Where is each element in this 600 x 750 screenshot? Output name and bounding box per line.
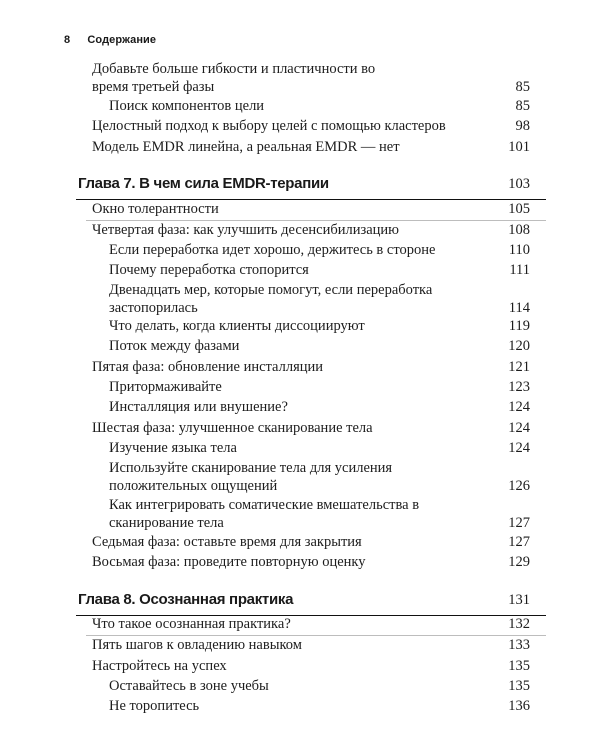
toc-entry-page: 120 — [508, 338, 530, 354]
toc-entry — [109, 317, 530, 335]
toc-entry — [92, 221, 530, 239]
toc-entry-title: Добавьте больше гибкости и пластичности во время третьей фазы — [92, 61, 376, 95]
toc-entry — [109, 439, 530, 457]
toc-entry-page: 98 — [515, 118, 530, 134]
chapter-page: 103 — [508, 176, 530, 192]
toc-entry-page: 127 — [508, 534, 530, 550]
toc-entry — [109, 697, 530, 715]
toc-entry — [92, 657, 530, 675]
toc-entry-page: 108 — [508, 222, 530, 238]
toc-entry-title: Седьмая фаза: оставьте время для закрытия — [92, 534, 362, 550]
toc-entry — [92, 636, 530, 654]
toc-entry-page: 85 — [515, 79, 530, 95]
toc-entry-page: 127 — [508, 515, 530, 531]
toc-entry — [109, 337, 530, 355]
toc-entry-title: Двенадцать мер, которые помогут, если переработка застопорилась — [109, 282, 433, 316]
toc-entry-title: Целостный подход к выбору целей с помощью кластеров — [92, 118, 446, 134]
toc-entry-page: 111 — [509, 262, 530, 278]
chapter-heading — [78, 590, 530, 610]
toc-entry-title: Пятая фаза: обновление инсталляции — [92, 359, 324, 375]
toc-entry-page: 135 — [508, 658, 530, 674]
toc-entry-title: Почему переработка стопорится — [109, 262, 309, 278]
toc-entry-title: Поток между фазами — [109, 338, 240, 354]
toc-entry — [92, 138, 530, 156]
toc-entry-title: Поиск компонентов цели — [109, 98, 265, 114]
toc-entry-title: Как интегрировать соматические вмешательства в сканирование тела — [109, 497, 420, 531]
toc-entry-page: 126 — [508, 478, 530, 494]
toc-entry — [92, 200, 530, 218]
toc-entry-title: Не торопитесь — [109, 698, 200, 714]
toc-entry — [92, 533, 530, 551]
toc-entry-title: Что делать, когда клиенты диссоциируют — [109, 318, 365, 334]
toc-entry-title: Что такое осознанная практика? — [92, 616, 291, 632]
toc-entry-page: 110 — [508, 242, 530, 258]
toc-entry-page: 135 — [508, 678, 530, 694]
toc-entry-page: 124 — [508, 440, 530, 456]
chapter-page: 131 — [508, 592, 530, 608]
page-number: 8 — [64, 34, 71, 46]
toc-entry-page: 132 — [508, 616, 530, 632]
toc-entry-page: 136 — [508, 698, 530, 714]
toc-entry-title: Оставайтесь в зоне учебы — [109, 678, 269, 694]
toc-entry-title: Притормаживайте — [109, 379, 222, 395]
section-title: Содержание — [87, 34, 157, 46]
toc-entry-page: 133 — [508, 637, 530, 653]
toc-entry — [109, 378, 530, 396]
toc-entry-page: 124 — [508, 420, 530, 436]
toc-entry-page: 85 — [515, 98, 530, 114]
chapter-title: Глава 8. Осознанная практика — [78, 591, 294, 608]
toc-entry-title: Инсталляция или внушение? — [109, 399, 288, 415]
toc-entry-title: Используйте сканирование тела для усиления положительных ощущений — [109, 460, 393, 494]
toc-entry-title: Шестая фаза: улучшенное сканирование тела — [92, 420, 373, 436]
toc-entry-title: Настройтесь на успех — [92, 658, 227, 674]
toc-entry-page: 121 — [508, 359, 530, 375]
toc-entry-page: 101 — [508, 139, 530, 155]
toc-entry — [92, 117, 530, 135]
toc-entry-page: 124 — [508, 399, 530, 415]
toc-entry-page: 129 — [508, 554, 530, 570]
toc-entry — [109, 459, 530, 495]
running-header — [64, 34, 156, 46]
toc-entry — [92, 60, 530, 96]
toc-entry — [109, 241, 530, 259]
toc-entry — [92, 358, 530, 376]
toc-entry — [92, 615, 530, 633]
toc-entry-title: Восьмая фаза: проведите повторную оценку — [92, 554, 366, 570]
toc-entry — [109, 398, 530, 416]
chapter-heading — [78, 174, 530, 194]
toc-entry-page: 114 — [508, 300, 530, 316]
toc-entry — [109, 496, 530, 532]
toc-entry-title: Четвертая фаза: как улучшить десенсибилизацию — [92, 222, 399, 238]
toc-entry-title: Если переработка идет хорошо, держитесь в стороне — [109, 242, 436, 258]
toc-entry-page: 123 — [508, 379, 530, 395]
toc-entry-page: 105 — [508, 201, 530, 217]
toc-entry-title: Модель EMDR линейна, а реальная EMDR — нет — [92, 139, 400, 155]
toc-entry — [92, 419, 530, 437]
toc-entry-title: Окно толерантности — [92, 201, 219, 217]
toc-entry-title: Изучение языка тела — [109, 440, 237, 456]
toc-entry-page: 119 — [508, 318, 530, 334]
toc-entry — [92, 553, 530, 571]
toc-entry — [109, 261, 530, 279]
chapter-title: Глава 7. В чем сила EMDR-терапии — [78, 175, 329, 192]
toc-entry — [109, 97, 530, 115]
toc-entry — [109, 677, 530, 695]
toc-entry-title: Пять шагов к овладению навыком — [92, 637, 302, 653]
toc-entry — [109, 281, 530, 317]
